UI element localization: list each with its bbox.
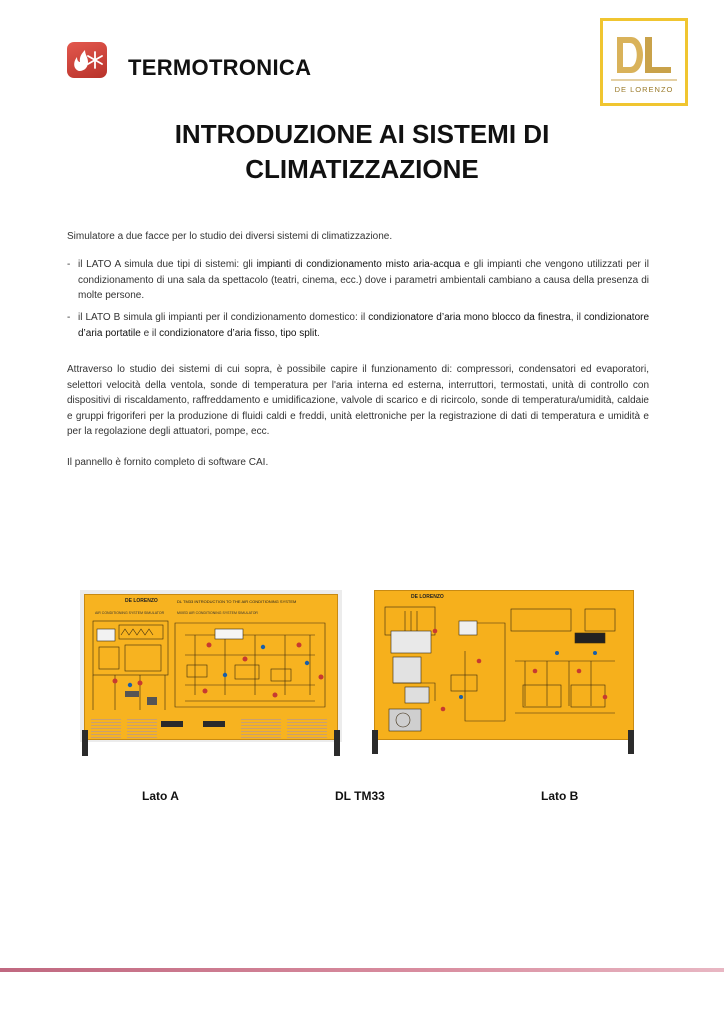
page-title-line-1: INTRODUZIONE AI SISTEMI DI: [174, 119, 550, 149]
panel-a-legend-strip: [91, 717, 331, 739]
panel-a-heading: DL TM33 INTRODUCTION TO THE AIR CONDITIONING SYSTEM: [177, 599, 297, 604]
bullet-lato-a: [67, 257, 649, 304]
panel-b-schematic: [375, 601, 633, 737]
panel-a-left-leg: [82, 730, 88, 756]
caption-lato-b: Lato B: [541, 789, 579, 803]
page-title-line-2: CLIMATIZZAZIONE: [245, 154, 479, 184]
panel-b-image: [372, 588, 636, 756]
bullet-lato-b: [67, 310, 649, 341]
panel-b-brand: DE LORENZO: [411, 594, 444, 600]
bullet-text: il LATO A simula due tipi di sistemi: gli impianti di condizionamento misto aria-acqua e gli impianti che vengono utilizzati per il condizionamento di una sala da spettacolo (teatri, cinema, ecc.) dove i parametri ambientali cambiano a causa della presenza di molte persone.: [78, 259, 649, 301]
panel-a-schematic: [85, 615, 337, 719]
panel-a-right-section: MIXED AIR CONDITIONING SYSTEM SIMULATOR: [177, 611, 258, 615]
bullet-text: il LATO B simula gli impianti per il condizionamento domestico: il condizionatore d’aria mono blocco da finestra, il condizionatore d’aria portatile e il condizionatore d’aria fisso, tipo split.: [78, 312, 650, 339]
footer-bar: [0, 968, 724, 972]
panel-a-board: [84, 594, 338, 740]
page-title: [60, 117, 664, 187]
caption-model: DL TM33: [335, 789, 385, 803]
panel-a-image: [80, 590, 342, 758]
brand-title: TERMOTRONICA: [128, 55, 312, 80]
snowflake-flame-icon: [67, 42, 107, 78]
intro-paragraph: Simulatore a due facce per lo studio dei diversi sistemi di climatizzazione.: [67, 231, 393, 242]
highlight-mixed-system: impianti di condizionamento misto aria-acqua: [256, 259, 461, 270]
panel-b-left-leg: [372, 730, 378, 754]
panel-a-brand: DE LORENZO: [125, 598, 158, 604]
highlight-window-unit: condizionatore d’aria mono blocco da finestra: [368, 312, 571, 323]
panel-b-board: [374, 590, 634, 740]
panel-a-right-leg: [334, 730, 340, 756]
logo-text: DE LORENZO: [614, 85, 674, 94]
panel-a-left-section: AIR CONDITIONING SYSTEM SIMULATOR: [95, 611, 165, 615]
panel-b-right-leg: [628, 730, 634, 754]
highlight-split-unit: condizionatore d’aria fisso, tipo split: [159, 327, 318, 339]
bullet-dash: -: [67, 312, 71, 323]
caption-lato-a: Lato A: [142, 789, 179, 803]
study-paragraph: Attraverso lo studio dei sistemi di cui sopra, è possibile capire il funzionamento di: compressori, condensatori ed evaporatori, selettori velocità della ventola, sonde di temperatura per l'aria interna ed esterna, interruttori, termostati, unità di controllo con dispositivi di riscaldamento, raffreddamento e umidificazione, valvole di scarico e di ricircolo, sonde di temperatura/umidità, caldaie e gruppi frigoriferi per la produzione di fluidi caldi e freddi, unità elettroniche per la registrazione di dati di temperatura e umidità e per la regolazione degli attuatori, pompe, ecc.: [67, 364, 649, 437]
software-paragraph: Il pannello è fornito completo di software CAI.: [67, 457, 269, 468]
de-lorenzo-logo: [600, 18, 688, 106]
bullet-dash: -: [67, 259, 71, 270]
highlight-portable-unit: condizionatore d’aria portatile: [78, 312, 650, 339]
